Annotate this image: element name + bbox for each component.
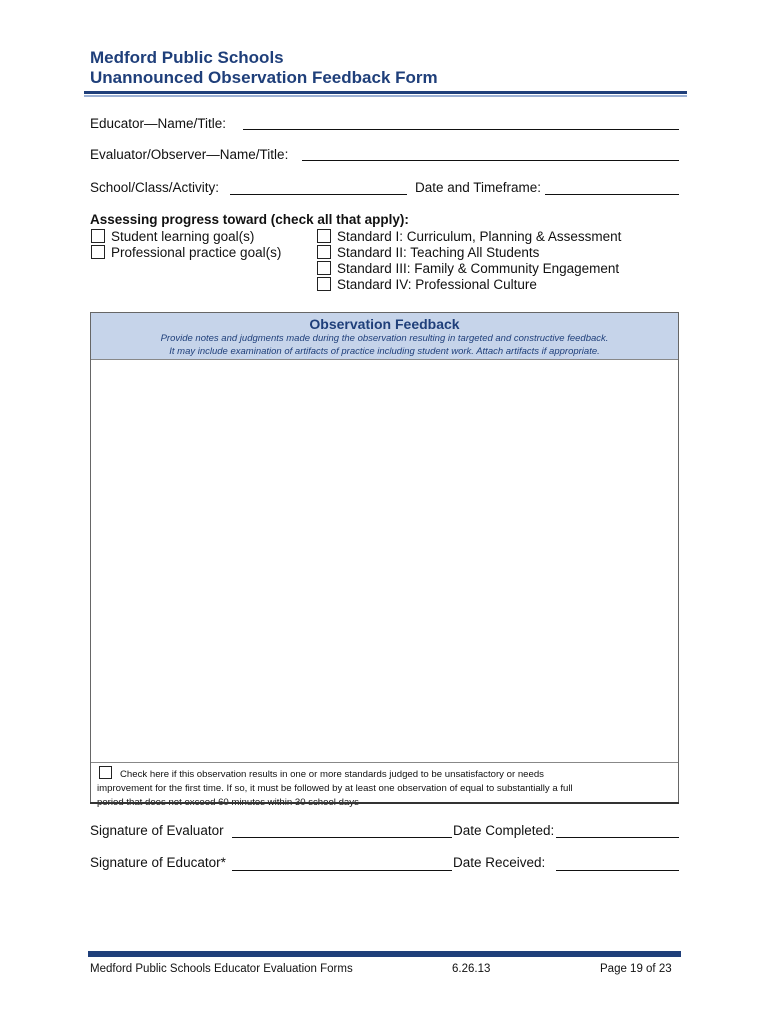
date-received-field[interactable]	[556, 870, 679, 871]
box-bottom-rule	[90, 802, 679, 804]
feedback-title: Observation Feedback	[309, 316, 460, 332]
evaluator-signature-label: Signature of Evaluator	[90, 823, 224, 838]
school-label: School/Class/Activity:	[90, 180, 220, 195]
feedback-note-2: It may include examination of artifacts of practice including student work. Attach artifacts if appropriate.	[169, 346, 600, 357]
form-title: Unannounced Observation Feedback Form	[90, 68, 438, 87]
footer-date: 6.26.13	[452, 963, 491, 975]
feedback-header	[91, 313, 678, 360]
observation-feedback-box	[90, 312, 679, 803]
date-completed-label: Date Completed:	[453, 823, 555, 838]
evaluator-field[interactable]	[302, 160, 679, 161]
footer-page-number: Page 19 of 23	[600, 963, 672, 975]
unsatisfactory-check: Check here if this observation results in one or more standards judged to be unsatisfactory or needs improvement for the first time. If so, it must be followed by at least one observation of equal to substantially a full	[91, 762, 678, 804]
unsatisfactory-checkbox[interactable]	[99, 766, 112, 779]
checkbox[interactable]	[317, 245, 331, 259]
standard-3[interactable]: Standard III: Family & Community Engagement	[317, 261, 619, 277]
feedback-note-1: Provide notes and judgments made during the observation resulting in targeted and constructive feedback.	[160, 333, 609, 344]
evaluator-signature-field[interactable]	[232, 837, 452, 838]
educator-label: Educator—Name/Title:	[90, 116, 227, 131]
school-name: Medford Public Schools	[90, 48, 284, 67]
progress-heading: Assessing progress toward (check all that apply):	[90, 212, 409, 227]
goal-student-learning[interactable]: Student learning goal(s)	[91, 229, 254, 245]
checkbox[interactable]	[317, 277, 331, 291]
footer-doc-title: Medford Public Schools Educator Evaluation Forms	[90, 963, 353, 975]
checkbox[interactable]	[91, 229, 105, 243]
standard-1[interactable]: Standard I: Curriculum, Planning & Assessment	[317, 229, 621, 245]
educator-signature-field[interactable]	[232, 870, 452, 871]
date-timeframe-field[interactable]	[545, 194, 679, 195]
educator-signature-label: Signature of Educator*	[90, 855, 226, 870]
goal-professional-practice[interactable]: Professional practice goal(s)	[91, 245, 281, 261]
school-field[interactable]	[230, 194, 407, 195]
header-rule-light	[84, 95, 687, 97]
feedback-notes-area[interactable]	[91, 359, 678, 762]
header-rule	[84, 91, 687, 94]
checkbox[interactable]	[317, 261, 331, 275]
date-timeframe-label: Date and Timeframe:	[415, 180, 542, 195]
educator-field[interactable]	[243, 129, 679, 130]
date-completed-field[interactable]	[556, 837, 679, 838]
checkbox[interactable]	[317, 229, 331, 243]
evaluator-label: Evaluator/Observer—Name/Title:	[90, 147, 289, 162]
standard-4[interactable]: Standard IV: Professional Culture	[317, 277, 537, 293]
unsatisfactory-text-2: improvement for the first time. If so, it must be followed by at least one observation of equal to substantially a full	[97, 783, 573, 794]
footer-rule	[88, 951, 681, 957]
checkbox[interactable]	[91, 245, 105, 259]
standard-2[interactable]: Standard II: Teaching All Students	[317, 245, 539, 261]
date-received-label: Date Received:	[453, 855, 546, 870]
